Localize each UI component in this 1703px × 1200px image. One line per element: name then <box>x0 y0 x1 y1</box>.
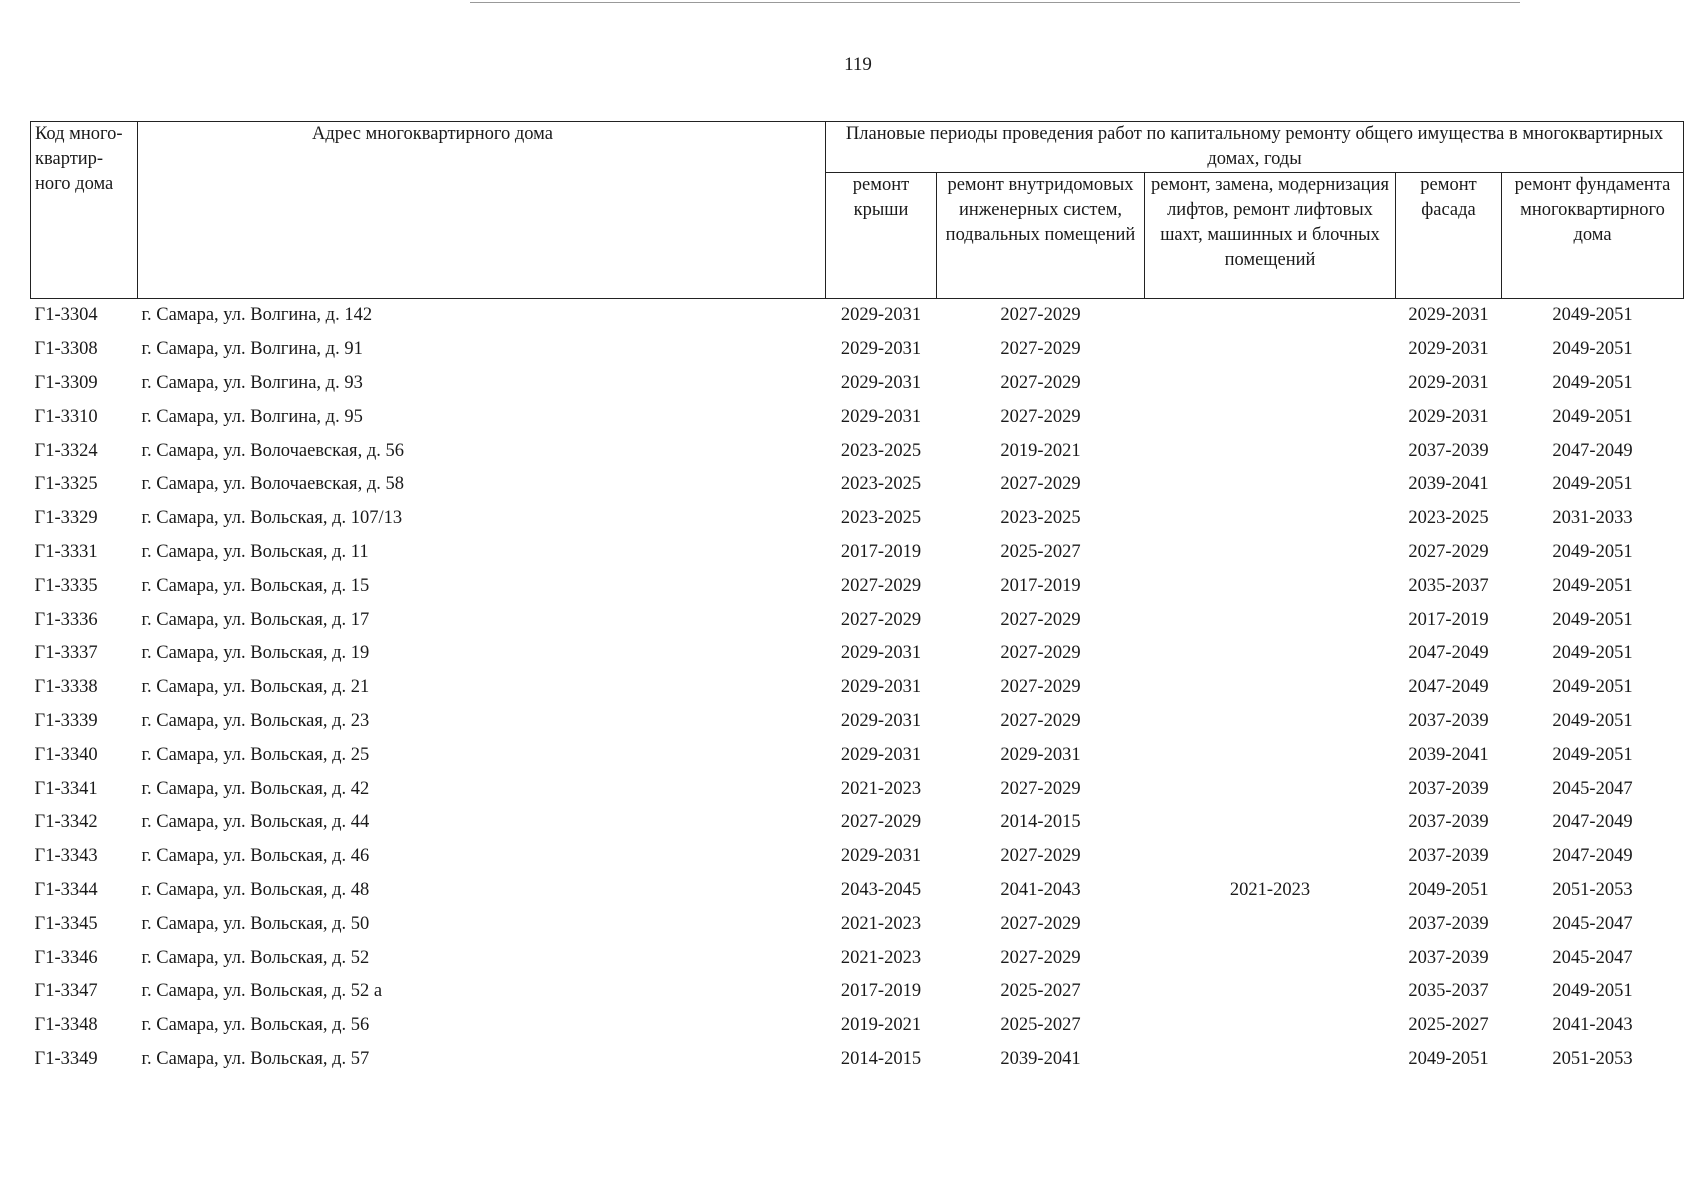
cell-facade: 2017-2019 <box>1408 609 1489 630</box>
cell-roof: 2027-2029 <box>840 575 922 596</box>
cell-roof: 2019-2021 <box>840 1015 922 1036</box>
cell-code: Г1-3341 <box>34 778 98 799</box>
header-foundation: ремонт фундамента многоквартирного дома <box>1502 173 1684 299</box>
cell-lifts <box>1145 975 1396 1009</box>
cell-engineering: 2027-2029 <box>1000 372 1081 393</box>
cell-engineering: 2027-2029 <box>1000 474 1081 495</box>
cell-engineering: 2041-2043 <box>1000 879 1081 900</box>
page-number: 119 <box>844 54 872 75</box>
cell-facade: 2049-2051 <box>1408 879 1489 900</box>
cell-code: Г1-3349 <box>34 1048 98 1069</box>
cell-facade: 2039-2041 <box>1408 744 1489 765</box>
header-code: Код много-квартир-ного дома <box>31 122 138 299</box>
cell-roof: 2021-2023 <box>840 947 922 968</box>
cell-foundation: 2049-2051 <box>1552 744 1633 765</box>
cell-engineering: 2019-2021 <box>1000 440 1081 461</box>
table-row <box>31 434 1684 468</box>
cell-foundation: 2049-2051 <box>1552 372 1633 393</box>
cell-engineering: 2039-2041 <box>1000 1048 1081 1069</box>
table-row <box>31 941 1684 975</box>
cell-engineering: 2027-2029 <box>1000 710 1081 731</box>
cell-lifts <box>1145 907 1396 941</box>
cell-engineering: 2025-2027 <box>1000 1015 1081 1036</box>
header-engineering: ремонт внутридомовых инженерных систем, подвальных помещений <box>937 173 1145 299</box>
cell-engineering: 2027-2029 <box>1000 677 1081 698</box>
cell-foundation: 2049-2051 <box>1552 609 1633 630</box>
cell-facade: 2047-2049 <box>1408 677 1489 698</box>
cell-lifts <box>1145 1009 1396 1043</box>
cell-address: г. Самара, ул. Вольская, д. 42 <box>141 778 370 799</box>
table-row <box>31 840 1684 874</box>
cell-foundation: 2045-2047 <box>1552 947 1633 968</box>
header-facade: ремонт фасада <box>1396 173 1502 299</box>
cell-foundation: 2049-2051 <box>1552 339 1633 360</box>
cell-engineering: 2025-2027 <box>1000 541 1081 562</box>
cell-address: г. Самара, ул. Вольская, д. 56 <box>141 1015 370 1036</box>
cell-foundation: 2045-2047 <box>1552 913 1633 934</box>
cell-facade: 2029-2031 <box>1408 339 1489 360</box>
cell-roof: 2029-2031 <box>840 406 922 427</box>
cell-lifts <box>1145 569 1396 603</box>
cell-foundation: 2047-2049 <box>1552 440 1633 461</box>
cell-foundation: 2051-2053 <box>1552 1048 1633 1069</box>
cell-engineering: 2027-2029 <box>1000 846 1081 867</box>
table-row <box>31 671 1684 705</box>
cell-lifts <box>1145 468 1396 502</box>
cell-address: г. Самара, ул. Вольская, д. 11 <box>141 541 369 562</box>
cell-roof: 2027-2029 <box>840 609 922 630</box>
cell-address: г. Самара, ул. Вольская, д. 52 а <box>141 981 383 1002</box>
top-scan-rule <box>470 2 1520 3</box>
cell-code: Г1-3310 <box>34 406 98 427</box>
cell-roof: 2014-2015 <box>840 1048 922 1069</box>
cell-roof: 2021-2023 <box>840 913 922 934</box>
cell-foundation: 2049-2051 <box>1552 710 1633 731</box>
cell-facade: 2037-2039 <box>1408 846 1489 867</box>
cell-engineering: 2027-2029 <box>1000 778 1081 799</box>
cell-foundation: 2031-2033 <box>1552 508 1633 529</box>
header-roof: ремонт крыши <box>826 173 937 299</box>
cell-roof: 2023-2025 <box>840 508 922 529</box>
cell-facade: 2035-2037 <box>1408 981 1489 1002</box>
cell-lifts <box>1145 400 1396 434</box>
cell-code: Г1-3340 <box>34 744 98 765</box>
cell-engineering: 2027-2029 <box>1000 406 1081 427</box>
cell-address: г. Самара, ул. Вольская, д. 52 <box>141 947 370 968</box>
cell-engineering: 2027-2029 <box>1000 643 1081 664</box>
table-row <box>31 772 1684 806</box>
cell-code: Г1-3325 <box>34 474 98 495</box>
cell-lifts <box>1145 671 1396 705</box>
cell-address: г. Самара, ул. Волгина, д. 93 <box>141 372 363 393</box>
cell-foundation: 2049-2051 <box>1552 474 1633 495</box>
cell-engineering: 2027-2029 <box>1000 913 1081 934</box>
cell-roof: 2023-2025 <box>840 440 922 461</box>
table-row <box>31 367 1684 401</box>
cell-code: Г1-3343 <box>34 846 98 867</box>
cell-engineering: 2027-2029 <box>1000 609 1081 630</box>
cell-foundation: 2047-2049 <box>1552 812 1633 833</box>
cell-engineering: 2017-2019 <box>1000 575 1081 596</box>
table-row <box>31 637 1684 671</box>
cell-code: Г1-3335 <box>34 575 98 596</box>
cell-lifts <box>1145 705 1396 739</box>
table-row <box>31 536 1684 570</box>
cell-facade: 2039-2041 <box>1408 474 1489 495</box>
table-row <box>31 738 1684 772</box>
cell-facade: 2029-2031 <box>1408 305 1489 326</box>
cell-roof: 2029-2031 <box>840 643 922 664</box>
cell-address: г. Самара, ул. Волгина, д. 142 <box>141 305 373 326</box>
cell-address: г. Самара, ул. Вольская, д. 15 <box>141 575 370 596</box>
cell-address: г. Самара, ул. Волочаевская, д. 56 <box>141 440 404 461</box>
cell-facade: 2027-2029 <box>1408 541 1489 562</box>
cell-facade: 2029-2031 <box>1408 372 1489 393</box>
cell-foundation: 2049-2051 <box>1552 677 1633 698</box>
table-row <box>31 603 1684 637</box>
header-planned-periods: Плановые периоды проведения работ по капитальному ремонту общего имущества в многоквартирных домах, годы <box>826 122 1684 173</box>
table-row <box>31 907 1684 941</box>
cell-address: г. Самара, ул. Волгина, д. 95 <box>141 406 363 427</box>
cell-lifts <box>1145 772 1396 806</box>
header-lifts: ремонт, замена, модернизация лифтов, ремонт лифтовых шахт, машинных и блочных помещений <box>1145 173 1396 299</box>
table-row <box>31 569 1684 603</box>
cell-lifts <box>1145 738 1396 772</box>
cell-foundation: 2049-2051 <box>1552 541 1633 562</box>
header-address: Адрес многоквартирного дома <box>138 122 826 299</box>
cell-engineering: 2027-2029 <box>1000 305 1081 326</box>
cell-code: Г1-3348 <box>34 1015 98 1036</box>
cell-address: г. Самара, ул. Волгина, д. 91 <box>141 339 363 360</box>
cell-foundation: 2049-2051 <box>1552 406 1633 427</box>
cell-engineering: 2023-2025 <box>1000 508 1081 529</box>
cell-address: г. Самара, ул. Вольская, д. 107/13 <box>141 508 403 529</box>
cell-engineering: 2027-2029 <box>1000 947 1081 968</box>
cell-engineering: 2029-2031 <box>1000 744 1081 765</box>
table-body <box>31 299 1684 1077</box>
cell-roof: 2021-2023 <box>840 778 922 799</box>
cell-roof: 2029-2031 <box>840 744 922 765</box>
cell-lifts <box>1145 941 1396 975</box>
cell-foundation: 2049-2051 <box>1552 981 1633 1002</box>
cell-address: г. Самара, ул. Вольская, д. 17 <box>141 609 370 630</box>
table-row <box>31 806 1684 840</box>
cell-code: Г1-3308 <box>34 339 98 360</box>
cell-address: г. Самара, ул. Вольская, д. 23 <box>141 710 370 731</box>
cell-facade: 2049-2051 <box>1408 1048 1489 1069</box>
cell-roof: 2043-2045 <box>840 879 922 900</box>
cell-code: Г1-3344 <box>34 879 98 900</box>
table-header <box>31 122 1684 299</box>
cell-foundation: 2045-2047 <box>1552 778 1633 799</box>
cell-foundation: 2049-2051 <box>1552 643 1633 664</box>
cell-code: Г1-3345 <box>34 913 98 934</box>
cell-lifts <box>1145 434 1396 468</box>
cell-lifts <box>1145 299 1396 333</box>
cell-facade: 2035-2037 <box>1408 575 1489 596</box>
cell-address: г. Самара, ул. Вольская, д. 50 <box>141 913 370 934</box>
cell-roof: 2029-2031 <box>840 372 922 393</box>
table-row <box>31 502 1684 536</box>
cell-facade: 2037-2039 <box>1408 812 1489 833</box>
cell-code: Г1-3304 <box>34 305 98 326</box>
cell-code: Г1-3331 <box>34 541 98 562</box>
cell-roof: 2029-2031 <box>840 846 922 867</box>
cell-roof: 2029-2031 <box>840 710 922 731</box>
cell-foundation: 2049-2051 <box>1552 575 1633 596</box>
cell-facade: 2037-2039 <box>1408 913 1489 934</box>
cell-lifts: 2021-2023 <box>1229 879 1311 900</box>
cell-lifts <box>1145 603 1396 637</box>
cell-address: г. Самара, ул. Волочаевская, д. 58 <box>141 474 404 495</box>
cell-code: Г1-3338 <box>34 677 98 698</box>
cell-code: Г1-3347 <box>34 981 98 1002</box>
table-row <box>31 1009 1684 1043</box>
table-row <box>31 705 1684 739</box>
cell-code: Г1-3309 <box>34 372 98 393</box>
cell-code: Г1-3329 <box>34 508 98 529</box>
cell-code: Г1-3336 <box>34 609 98 630</box>
cell-lifts <box>1145 536 1396 570</box>
cell-roof: 2029-2031 <box>840 677 922 698</box>
cell-foundation: 2049-2051 <box>1552 305 1633 326</box>
cell-code: Г1-3339 <box>34 710 98 731</box>
cell-facade: 2025-2027 <box>1408 1015 1489 1036</box>
cell-address: г. Самара, ул. Вольская, д. 21 <box>141 677 370 698</box>
cell-lifts <box>1145 806 1396 840</box>
cell-roof: 2017-2019 <box>840 541 922 562</box>
table-row <box>31 468 1684 502</box>
cell-engineering: 2027-2029 <box>1000 339 1081 360</box>
cell-facade: 2037-2039 <box>1408 710 1489 731</box>
cell-roof: 2023-2025 <box>840 474 922 495</box>
cell-roof: 2029-2031 <box>840 305 922 326</box>
cell-lifts <box>1145 367 1396 401</box>
cell-facade: 2037-2039 <box>1408 778 1489 799</box>
cell-facade: 2029-2031 <box>1408 406 1489 427</box>
table-row <box>31 1043 1684 1077</box>
cell-address: г. Самара, ул. Вольская, д. 48 <box>141 879 370 900</box>
cell-engineering: 2014-2015 <box>1000 812 1081 833</box>
cell-facade: 2023-2025 <box>1408 508 1489 529</box>
cell-roof: 2027-2029 <box>840 812 922 833</box>
cell-code: Г1-3337 <box>34 643 98 664</box>
cell-lifts <box>1145 1043 1396 1077</box>
table-row <box>31 333 1684 367</box>
cell-lifts <box>1145 840 1396 874</box>
cell-address: г. Самара, ул. Вольская, д. 44 <box>141 812 370 833</box>
cell-code: Г1-3324 <box>34 440 98 461</box>
cell-address: г. Самара, ул. Вольская, д. 46 <box>141 846 370 867</box>
cell-address: г. Самара, ул. Вольская, д. 57 <box>141 1048 370 1069</box>
cell-code: Г1-3342 <box>34 812 98 833</box>
cell-foundation: 2047-2049 <box>1552 846 1633 867</box>
cell-facade: 2047-2049 <box>1408 643 1489 664</box>
capital-repair-table <box>30 121 1684 1076</box>
table-row <box>31 400 1684 434</box>
cell-facade: 2037-2039 <box>1408 947 1489 968</box>
cell-roof: 2017-2019 <box>840 981 922 1002</box>
cell-lifts <box>1145 637 1396 671</box>
table-row <box>31 975 1684 1009</box>
table-row <box>31 299 1684 333</box>
cell-lifts <box>1145 333 1396 367</box>
cell-address: г. Самара, ул. Вольская, д. 25 <box>141 744 370 765</box>
cell-foundation: 2041-2043 <box>1552 1015 1633 1036</box>
cell-roof: 2029-2031 <box>840 339 922 360</box>
cell-engineering: 2025-2027 <box>1000 981 1081 1002</box>
table-row <box>31 874 1684 908</box>
cell-code: Г1-3346 <box>34 947 98 968</box>
cell-foundation: 2051-2053 <box>1552 879 1633 900</box>
cell-facade: 2037-2039 <box>1408 440 1489 461</box>
cell-address: г. Самара, ул. Вольская, д. 19 <box>141 643 370 664</box>
cell-lifts <box>1145 502 1396 536</box>
